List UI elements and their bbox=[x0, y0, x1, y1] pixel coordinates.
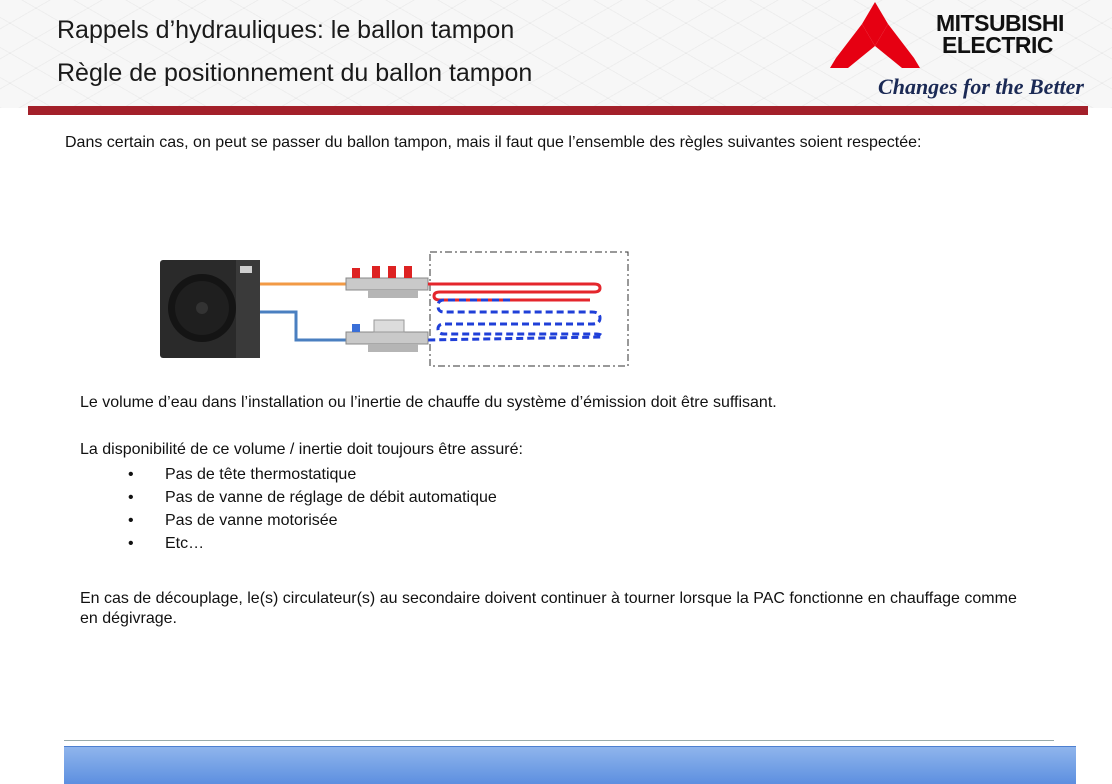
circulator-requirement-text: En cas de découplage, le(s) circulateur(s) au secondaire doivent continuer à tourner lorsque la PAC fonctionne en chauffage comme en dégivrage. bbox=[80, 590, 1017, 627]
brand-name-line2: ELECTRIC bbox=[942, 32, 1053, 58]
footer-bar bbox=[64, 746, 1076, 784]
intro-text: Dans certain cas, on peut se passer du ballon tampon, mais il faut que l’ensemble des règles suivantes soient respectée: bbox=[65, 134, 922, 151]
availability-requirement-text: La disponibilité de ce volume / inertie doit toujours être assuré: bbox=[80, 441, 523, 458]
hot-floor-loop bbox=[428, 284, 600, 300]
brand-name-line1: MITSUBISHI bbox=[936, 10, 1064, 36]
footer-divider bbox=[64, 740, 1054, 741]
requirements-list bbox=[128, 463, 497, 555]
mitsubishi-logo bbox=[826, 0, 1088, 104]
cold-floor-loop bbox=[428, 300, 602, 340]
supply-manifold-icon bbox=[346, 266, 428, 298]
list-item: • Etc… bbox=[128, 532, 497, 555]
heat-pump-floor-loop-illustration bbox=[160, 248, 635, 368]
emitter-boundary bbox=[430, 252, 628, 366]
return-manifold-icon bbox=[346, 320, 428, 352]
volume-requirement-text: Le volume d’eau dans l’installation ou l’inertie de chauffe du système d’émission doit être suffisant. bbox=[80, 394, 777, 411]
three-diamonds-icon bbox=[826, 0, 936, 72]
page-subtitle: Règle de positionnement du ballon tampon bbox=[57, 59, 533, 87]
list-item: • Pas de vanne motorisée bbox=[128, 509, 497, 532]
brand-slogan: Changes for the Better bbox=[878, 74, 1084, 99]
cold-pipe bbox=[260, 312, 348, 340]
list-item: • Pas de vanne de réglage de débit automatique bbox=[128, 486, 497, 509]
header-divider bbox=[28, 106, 1088, 115]
list-item: • Pas de tête thermostatique bbox=[128, 463, 497, 486]
page-title: Rappels d’hydrauliques: le ballon tampon bbox=[57, 16, 515, 44]
hydraulic-diagram bbox=[160, 248, 635, 368]
